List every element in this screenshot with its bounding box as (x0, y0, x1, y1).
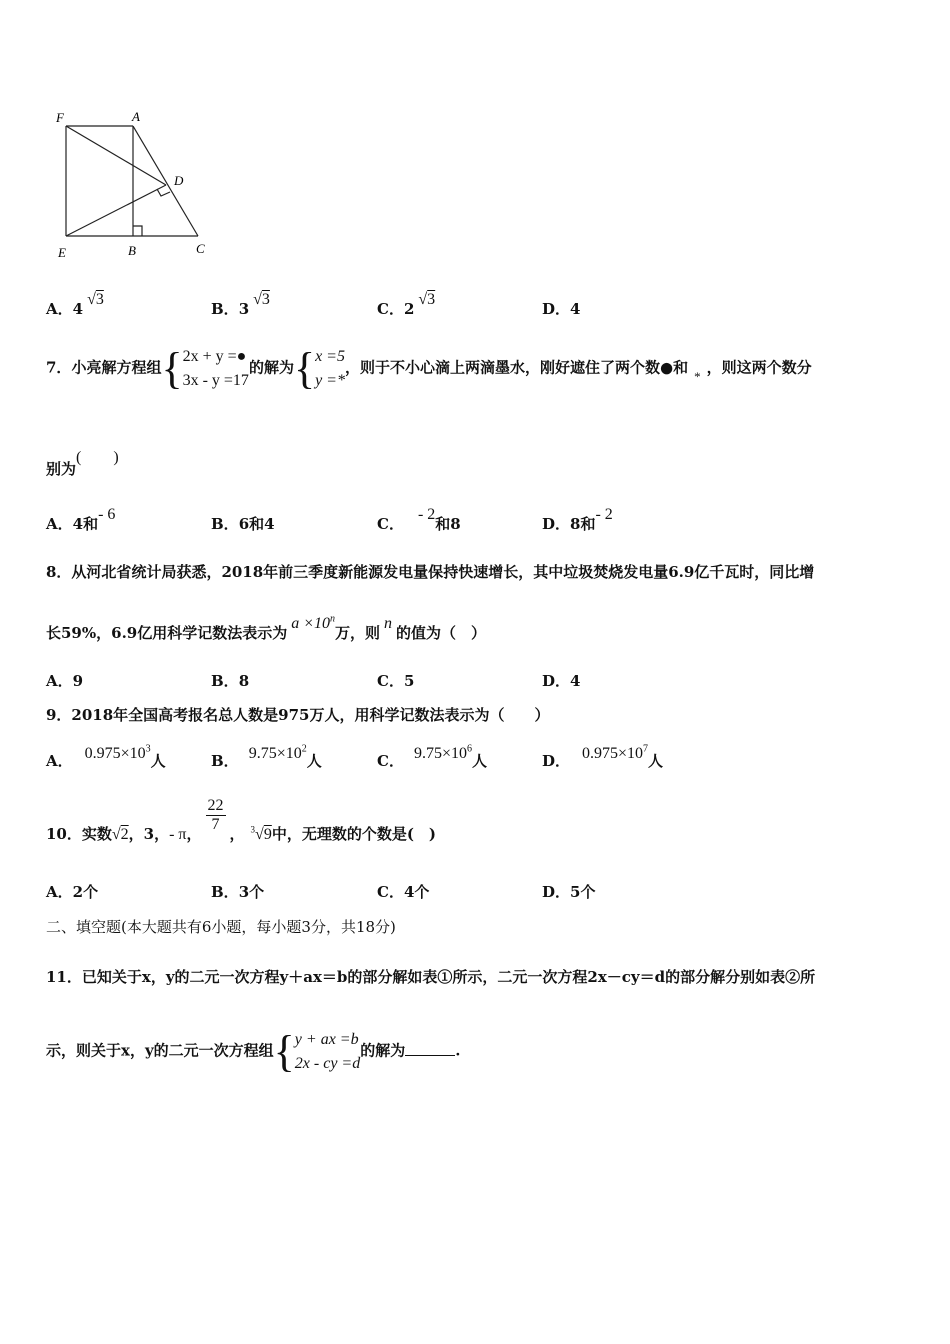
q8-option-b[interactable]: B．8 (211, 672, 250, 690)
segment-ed (66, 185, 166, 236)
geometry-figure (50, 105, 220, 265)
question-11: 11．已知关于x，y的二元一次方程y＋ax＝b的部分解如表①所示，二元一次方程2x－cy＝d的部分解分别如表②所 (46, 968, 816, 986)
q9-option-c[interactable]: C． $9.75\times 10^6$人 (377, 743, 487, 770)
q6-option-b[interactable]: B．3√3 (211, 291, 270, 318)
question-7: 7．小亮解方程组{ 2x + y =● 3x - y =17 的解为{ x =5 y =* ，则于不小心滴上两滴墨水，刚好遮住了两个数●和 * ，则这两个数分 (46, 344, 812, 393)
label-c: C (196, 241, 205, 256)
q10-option-b[interactable]: B．3个 (211, 883, 265, 901)
q10-option-c[interactable]: C．4个 (377, 883, 430, 901)
q7-option-d[interactable]: D．8和- 2 (542, 506, 613, 533)
question-8-line2: 长59%，6.9亿用科学记数法表示为$a \times 10^n$万，则n的值为（ ） (46, 613, 487, 642)
q10-option-a[interactable]: A．2个 (46, 883, 99, 901)
q7-option-c[interactable]: C．- 2和8 (377, 506, 461, 533)
q9-option-a[interactable]: A． $0.975\times 10^3$人 (46, 743, 166, 770)
right-angle-d (157, 189, 170, 196)
question-9: 9．2018年全国高考报名总人数是975万人，用科学记数法表示为（ ） (46, 706, 550, 724)
question-11-line2: 示，则关于x，y的二元一次方程组{ y + ax =b 2x - cy =d 的解为 . (46, 1027, 461, 1076)
label-e: E (58, 245, 66, 260)
label-d: D (174, 173, 184, 188)
segment-ac (133, 126, 198, 236)
question-7-line2: 别为( ) (46, 449, 119, 478)
q8-option-a[interactable]: A．9 (46, 672, 84, 690)
q6-option-c[interactable]: C．2√3 (377, 291, 436, 318)
question-8: 8．从河北省统计局获悉，2018年前三季度新能源发电量保持快速增长，其中垃圾焚烧发电量6.9亿千瓦时，同比增 (46, 563, 815, 581)
answer-blank[interactable] (405, 1055, 455, 1056)
label-f: F (56, 110, 64, 125)
label-a: A (132, 109, 140, 124)
q9-option-d[interactable]: D． $0.975\times 10^7$人 (542, 743, 664, 770)
right-angle-b (133, 226, 142, 236)
q8-option-c[interactable]: C．5 (377, 672, 415, 690)
q6-option-a[interactable]: A．4√3 (46, 291, 104, 318)
section-heading: 二、填空题(本大题共有6小题，每小题3分，共18分) (46, 918, 396, 936)
q8-option-d[interactable]: D．4 (542, 672, 581, 690)
q10-option-d[interactable]: D．5个 (542, 883, 596, 901)
label-b: B (128, 243, 136, 258)
q7-option-b[interactable]: B．6和4 (211, 515, 275, 533)
question-10: 10．实数√2，3，- π， $\frac{22}{7}$ ， $^3$√9中，无理数的个数是( ) (46, 797, 437, 843)
q9-option-b[interactable]: B． $9.75\times 10^2$人 (211, 743, 322, 770)
q6-option-d[interactable]: D．4 (542, 300, 581, 318)
q7-option-a[interactable]: A．4和- 6 (46, 506, 116, 533)
